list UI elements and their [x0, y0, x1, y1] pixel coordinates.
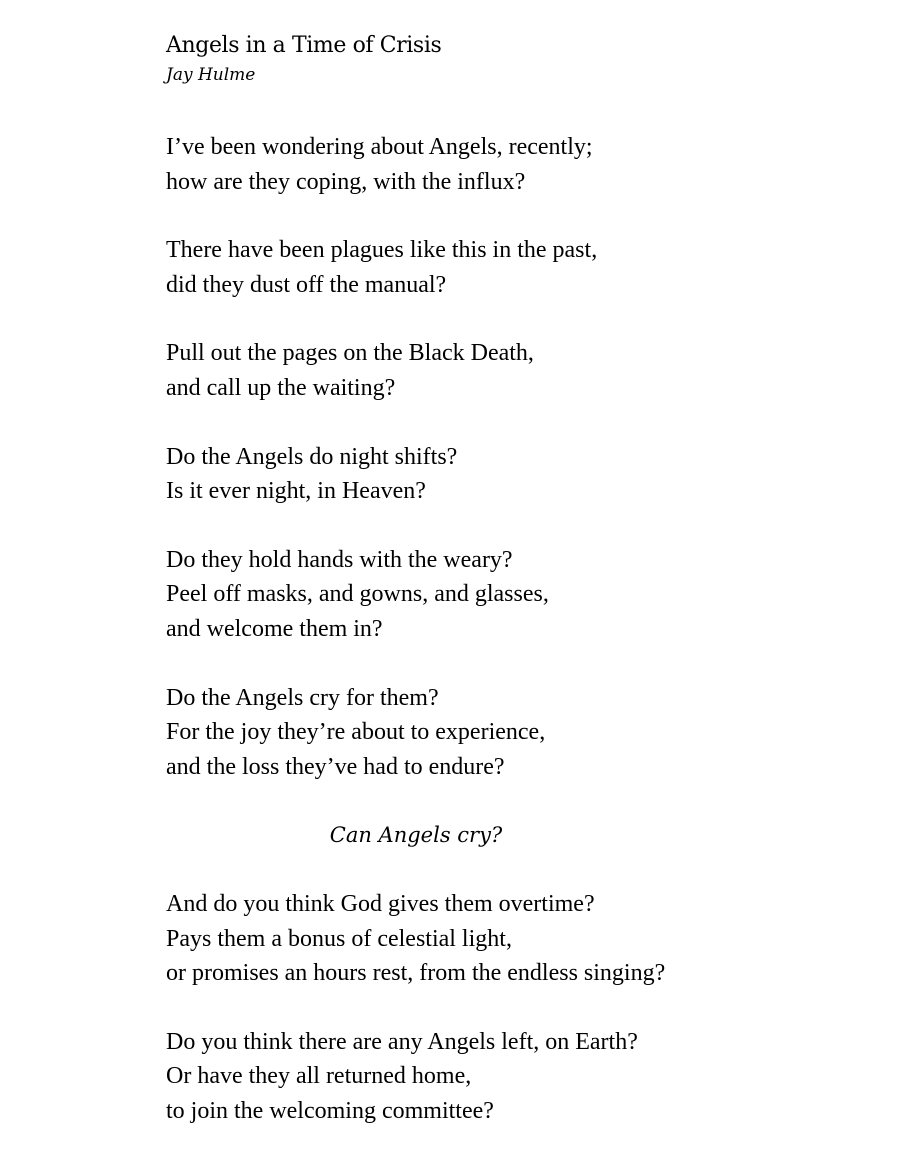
poem-line: Pays them a bonus of celestial light,	[166, 925, 512, 952]
poem-line: Do they hold hands with the weary?	[166, 546, 513, 573]
stanza	[166, 543, 866, 647]
poem-line: and call up the waiting?	[166, 374, 396, 401]
poem-line: And do you think God gives them overtime?	[166, 890, 595, 917]
stanza	[166, 1025, 866, 1129]
poem-line: Pull out the pages on the Black Death,	[166, 340, 534, 367]
poem-line: Is it ever night, in Heaven?	[166, 478, 426, 505]
poem-line: Do you think there are any Angels left, on Earth?	[166, 1028, 638, 1055]
stanza	[166, 887, 866, 991]
poem-line: or promises an hours rest, from the endless singing?	[166, 960, 666, 987]
poem-author: Jay Hulme	[166, 65, 256, 85]
poem-line: For the joy they’re about to experience,	[166, 719, 546, 746]
stanza	[166, 130, 866, 199]
centered-line: Can Angels cry?	[329, 823, 503, 848]
poem-line: There have been plagues like this in the past,	[166, 237, 598, 264]
poem-line: I’ve been wondering about Angels, recently;	[166, 134, 593, 160]
poem-line: and welcome them in?	[166, 615, 383, 642]
poem-line: did they dust off the manual?	[166, 271, 447, 298]
poem-line: Peel off masks, and gowns, and glasses,	[166, 581, 549, 608]
poem-document	[166, 30, 866, 1162]
stanza	[166, 440, 866, 509]
poem-line: to join the welcoming committee?	[166, 1097, 494, 1124]
poem-line: how are they coping, with the influx?	[166, 168, 526, 195]
poem-line: Or have they all returned home,	[166, 1063, 472, 1090]
poem-line: Do the Angels do night shifts?	[166, 443, 458, 470]
poem-line: Do the Angels cry for them?	[166, 684, 439, 711]
stanza	[166, 233, 866, 302]
stanza	[166, 681, 866, 785]
poem-line: and the loss they’ve had to endure?	[166, 753, 505, 780]
poem-title: Angels in a Time of Crisis	[166, 33, 442, 58]
stanza	[166, 336, 866, 405]
